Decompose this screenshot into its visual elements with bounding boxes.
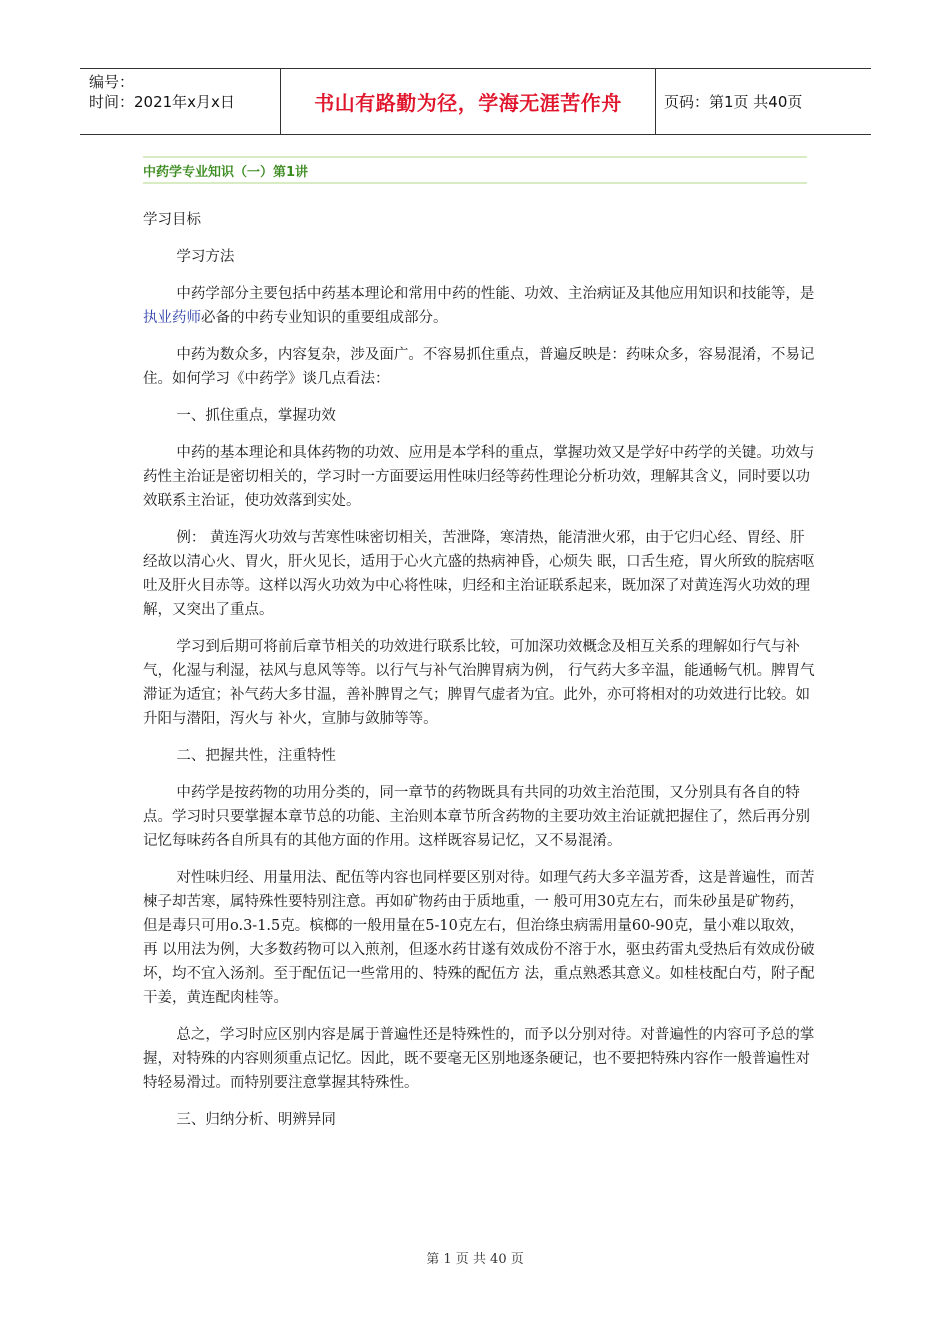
header-page-info: 页码：第1页 共40页 <box>664 93 803 111</box>
paragraph: 中药的基本理论和具体药物的功效、应用是本学科的重点，掌握功效又是学好中药学的关键。功效与药性主治证是密切相关的，学习时一方面要运用性味归经等药性理论分析功效，理解其含义，同时要以功效联系主治证，使功效落到实处。 <box>143 445 815 509</box>
pharmacist-link[interactable]: 执业药师 <box>143 310 201 326</box>
paragraph-learning-method: 学习方法 <box>176 249 235 265</box>
header-slogan: 书山有路勤为径，学海无涯苦作舟 <box>281 69 656 134</box>
paragraph: 中药为数众多，内容复杂，涉及面广。不容易抓住重点，普遍反映是：药味众多，容易混淆，不易记住。如何学习《中药学》谈几点看法： <box>143 347 815 387</box>
section-heading-3: 三、归纳分析、明辨异同 <box>176 1112 336 1128</box>
document-body <box>143 208 815 1145</box>
paragraph-example: 例： 黄连泻火功效与苦寒性味密切相关，苦泄降，寒清热，能清泄火邪，由于它归心经、胃经、肝经故以清心火、胃火，肝火见长，适用于心火亢盛的热病神昏，心烦失 眠，口舌生疮，胃火所致的脘痞呕吐及肝火目赤等。这样以泻火功效为中心将性味，归经和主治证联系起来，既加深了对黄连泻火功效的理解，又突出了重点。 <box>143 530 815 618</box>
header-meta <box>80 69 281 134</box>
document-title: 中药学专业知识（一）第1讲 <box>143 164 309 180</box>
number-label: 编号： <box>89 73 135 91</box>
paragraph-intro-text-b: 必备的中药专业知识的重要组成部分。 <box>201 310 448 326</box>
paragraph-intro-text-a: 中药学部分主要包括中药基本理论和常用中药的性能、功效、主治病证及其他应用知识和技能等，是 <box>176 286 815 302</box>
paragraph: 对性味归经、用量用法、配伍等内容也同样要区别对待。如理气药大多辛温芳香，这是普遍性，而苦楝子却苦寒，属特殊性要特别注意。再如矿物药由于质地重，一 般可用30克左右，而朱砂虽是矿物药，但是毒只可用o.3-1.5克。槟榔的一般用量在5-10克左右，但治绦虫病需用量60-90克，量小难以取效，再 以用法为例，大多数药物可以入煎剂，但逐水药甘遂有效成份不溶于水，驱虫药雷丸受热后有效成份破坏，均不宜入汤剂。至于配伍记一些常用的、特殊的配伍方 法，重点熟悉其意义。如桂枝配白芍，附子配干姜，黄连配肉桂等。 <box>143 870 815 1006</box>
page-header <box>80 68 871 135</box>
section-heading-2: 二、把握共性，注重特性 <box>176 748 336 764</box>
document-title-bar <box>143 156 807 184</box>
section-heading-1: 一、抓住重点，掌握功效 <box>176 408 336 424</box>
paragraph: 总之，学习时应区别内容是属于普遍性还是特殊性的，而予以分别对待。对普遍性的内容可予总的掌握，对特殊的内容则须重点记忆。因此，既不要毫无区别地逐条硬记，也不要把特殊内容作一般普遍性对特轻易滑过。而特别要注意掌握其特殊性。 <box>143 1027 815 1091</box>
paragraph-learning-goal: 学习目标 <box>143 212 201 228</box>
paragraph: 中药学是按药物的功用分类的，同一章节的药物既具有共同的功效主治范围，又分别具有各自的特点。学习时只要掌握本章节总的功能、主治则本章节所含药物的主要功效主治证就把握住了，然后再分别记忆每味药各自所具有的其他方面的作用。这样既容易记忆，又不易混淆。 <box>143 785 810 849</box>
paragraph: 学习到后期可将前后章节相关的功效进行联系比较，可加深功效概念及相互关系的理解如行气与补气，化湿与利湿，祛风与息风等等。以行气与补气治脾胃病为例， 行气药大多辛温，能通畅气机。脾胃气滞证为适宜；补气药大多甘温，善补脾胃之气；脾胃气虚者为宜。此外，亦可将相对的功效进行比较。如升阳与潜阳，泻火与 补火，宣肺与敛肺等等。 <box>143 639 815 727</box>
date-label: 时间：2021年x月x日 <box>89 93 235 111</box>
paragraph-intro <box>143 282 815 330</box>
page-footer: 第 1 页 共 40 页 <box>426 1252 524 1267</box>
